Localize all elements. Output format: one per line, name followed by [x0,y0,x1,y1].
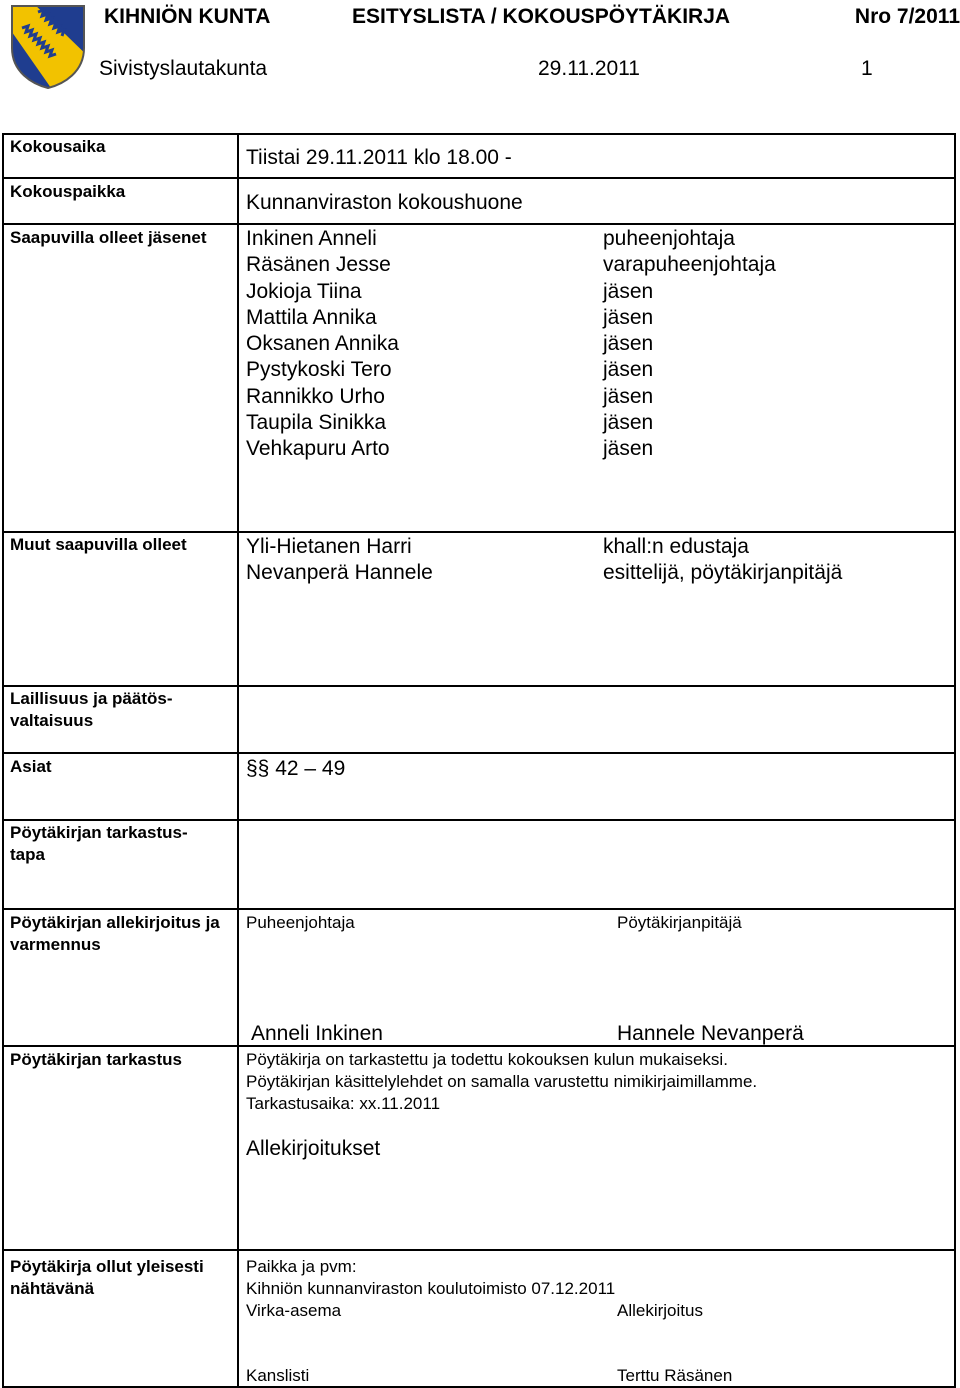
member-role: jäsen [603,332,654,356]
other-name: Nevanperä Hannele [246,561,433,585]
member-name: Taupila Sinikka [246,411,387,435]
items-value: §§ 42 – 49 [246,757,346,780]
position-value: Kanslisti [246,1366,310,1385]
others-label: Muut saapuvilla olleet [10,535,187,554]
meeting-time-label: Kokousaika [10,137,106,156]
signature-value: Terttu Räsänen [617,1366,733,1385]
page-number: 1 [861,57,873,80]
member-role: varapuheenjohtaja [603,253,776,277]
member-role: jäsen [603,279,654,303]
other-name: Yli-Hietanen Harri [246,535,412,558]
member-role: jäsen [603,437,654,461]
chair-title: Puheenjohtaja [246,913,355,932]
member-name: Räsänen Jesse [246,253,391,277]
other-role: esittelijä, pöytäkirjanpitäjä [603,561,843,585]
secretary-name: Hannele Nevanperä [617,1022,804,1045]
review-label: Pöytäkirjan tarkastus [10,1050,182,1069]
review-method-label: Pöytäkirjan tarkastus-tapa [10,823,188,864]
member-name: Mattila Annika [246,305,377,329]
committee-name: Sivistyslautakunta [99,57,268,80]
document-type-text: ESITYSLISTA / KOKOUSPÖYTÄKIRJA [352,5,731,28]
member-name: Rannikko Urho [246,384,385,408]
meeting-time-value: Tiistai 29.11.2011 klo 18.00 - [246,146,512,169]
document-number: Nro 7/2011 [854,5,960,28]
member-name: Jokioja Tiina [246,279,362,303]
member-role: puheenjohtaja [603,227,735,250]
member-name: Vehkapuru Arto [246,437,390,461]
meeting-place-value: Kunnanviraston kokoushuone [246,191,523,214]
members-label: Saapuvilla olleet jäsenet [10,228,207,247]
member-role: jäsen [603,384,654,408]
meeting-place-label: Kokouspaikka [10,182,126,201]
chair-name: Anneli Inkinen [251,1022,383,1045]
position-label: Virka-asema [246,1301,342,1320]
members-role-list [603,226,776,463]
place-date-value: Kihniön kunnanviraston koulutoimisto 07.12.2011 [246,1279,616,1298]
signing-label: Pöytäkirjan allekirjoitus ja varmennus [10,913,220,954]
legality-label: Laillisuus ja päätös-valtaisuus [10,689,173,730]
public-view-label: Pöytäkirja ollut yleisesti nähtävänä [10,1257,204,1298]
other-role: khall:n edustaja [603,535,749,558]
review-line-2: Pöytäkirjan käsittelylehdet on samalla varustettu nimikirjaimillamme. [246,1072,758,1091]
member-name: Oksanen Annika [246,332,399,356]
review-date: Tarkastusaika: xx.11.2011 [246,1094,441,1113]
others-name-list [246,534,433,587]
items-label: Asiat [10,757,52,776]
member-role: jäsen [603,358,654,382]
coat-of-arms-logo [8,2,88,90]
org-name: KIHNIÖN KUNTA [104,5,271,28]
signature-label: Allekirjoitus [617,1301,703,1320]
others-role-list [603,534,842,587]
meeting-date: 29.11.2011 [538,57,640,80]
review-line-1: Pöytäkirja on tarkastettu ja todettu kokouksen kulun mukaiseksi. [246,1050,728,1069]
member-role: jäsen [603,411,654,435]
signatures-heading: Allekirjoitukset [246,1137,381,1160]
members-name-list [246,226,399,463]
member-name: Inkinen Anneli [246,227,377,250]
document-type [352,5,730,29]
secretary-title: Pöytäkirjanpitäjä [617,913,742,932]
member-role: jäsen [603,305,654,329]
member-name: Pystykoski Tero [246,358,392,382]
place-date-label: Paikka ja pvm: [246,1257,357,1276]
